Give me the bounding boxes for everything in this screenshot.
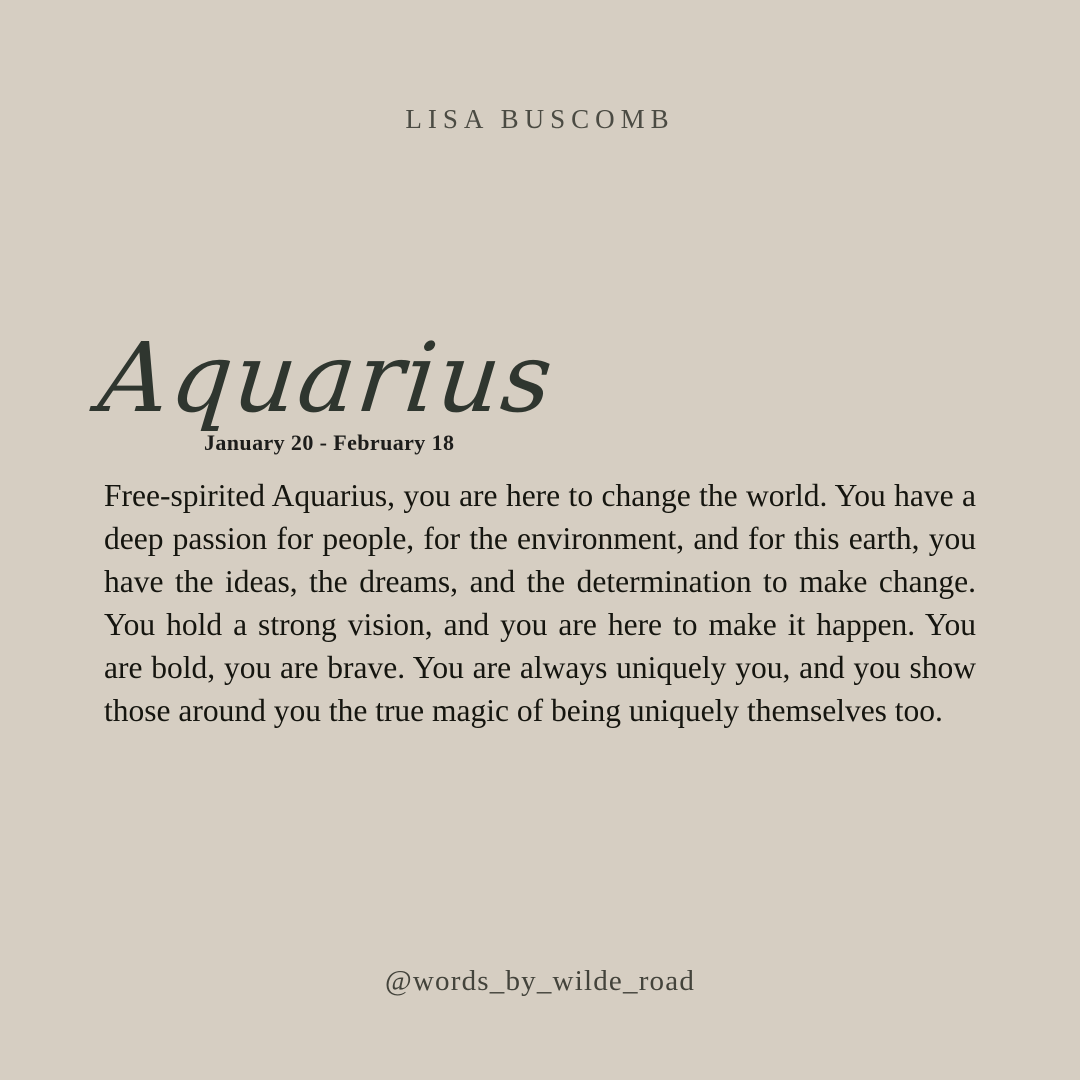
author-name: LISA BUSCOMB	[405, 104, 675, 134]
sign-block	[94, 322, 996, 455]
social-handle: @words_by_wilde_road	[384, 965, 696, 997]
zodiac-date-range: January 20 - February 18	[204, 430, 455, 455]
zodiac-sign-name: Aquarius	[94, 322, 560, 434]
zodiac-description: Free-spirited Aquarius, you are here to change the world. You have a deep passion for people, for the environment, and for this earth, you have the ideas, the dreams, and the determination to make change. You hold a strong vision, and you are here to make it happen. You are bold, you are brave. You are always uniquely you, and you show those around you the true magic of being uniquely themselves too.	[104, 478, 976, 728]
